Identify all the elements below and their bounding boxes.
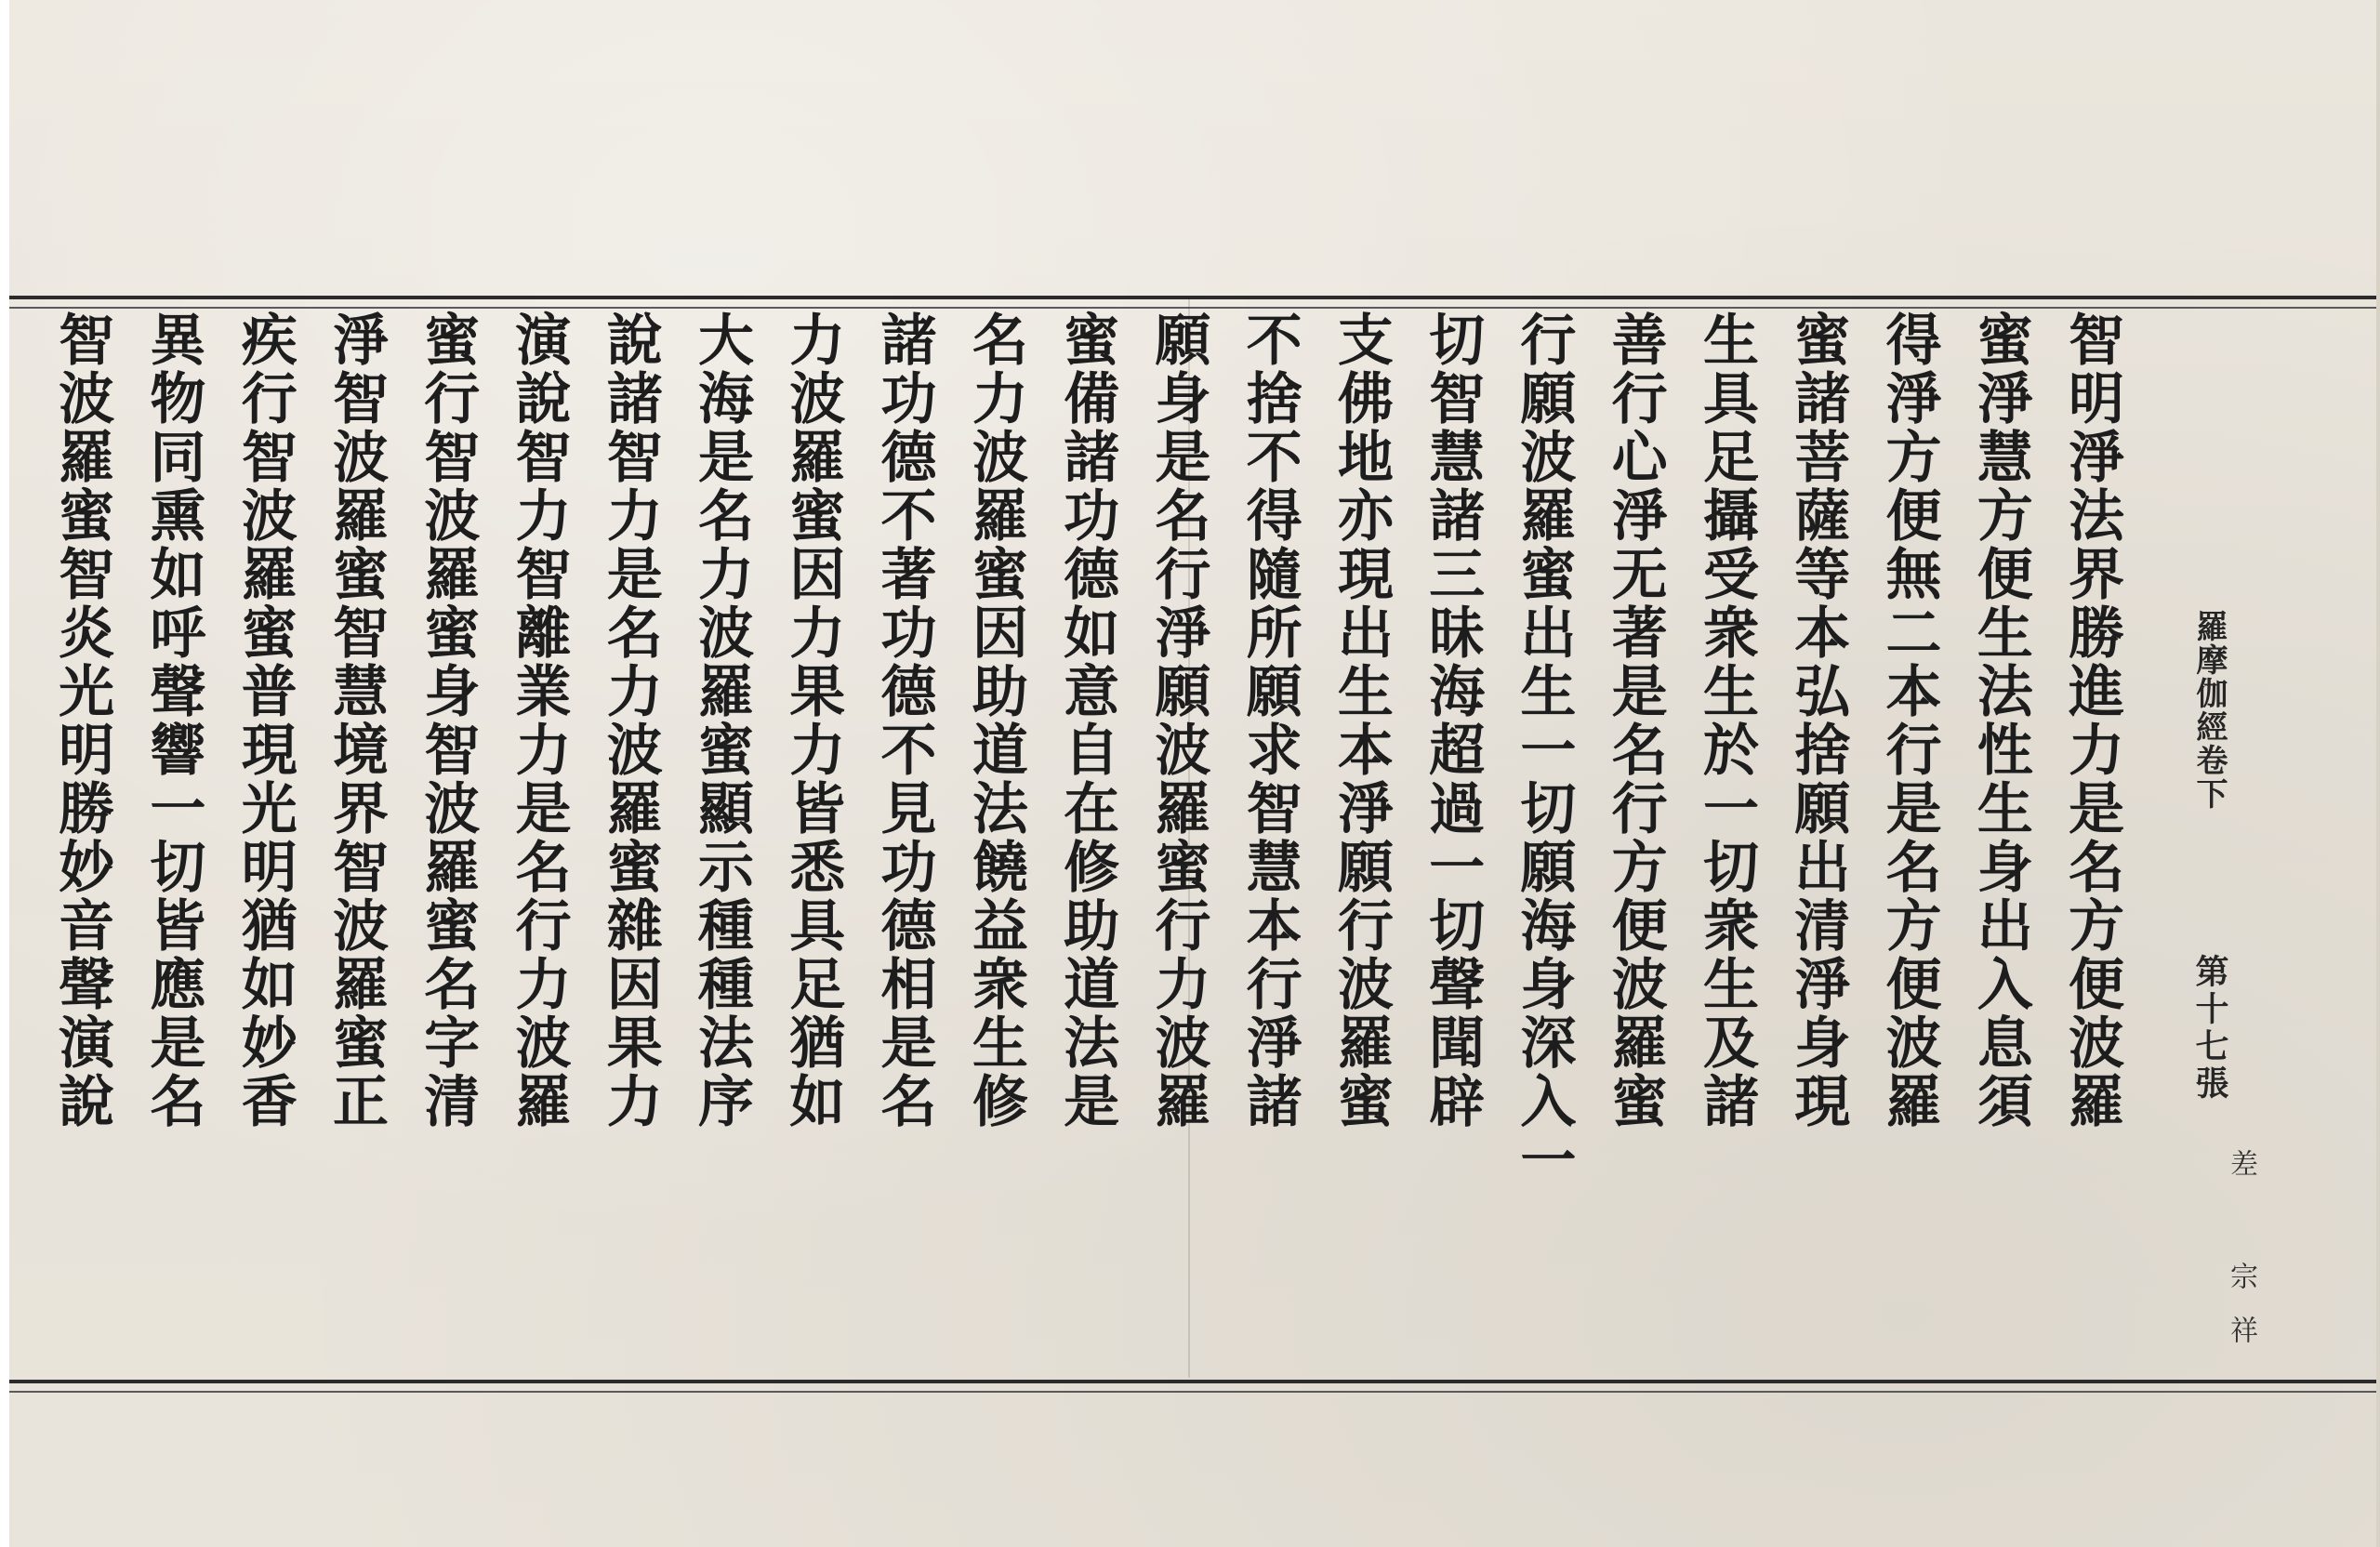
page-number-label: 第十七張 — [2190, 954, 2229, 1103]
text-column-22: 異物同熏如呼聲響一切皆應是名 — [140, 311, 206, 1130]
top-border-rule-inner — [9, 307, 2376, 309]
text-column-17: 說諸智力是名力波羅蜜雜因果力 — [597, 311, 663, 1130]
text-column-6: 善行心淨无著是名行方便波羅蜜 — [1602, 311, 1668, 1130]
text-column-16: 大海是名力波羅蜜顯示種種法序 — [689, 311, 755, 1130]
text-column-8: 切智慧諸三昧海超過一切聲聞辟 — [1420, 311, 1486, 1130]
margin-annotation — [2155, 610, 2257, 1372]
page-left-margin — [0, 0, 9, 1547]
text-column-12: 蜜備諸功德如意自在修助道法是 — [1054, 311, 1120, 1130]
text-column-14: 諸功德不著功德不見功德相是名 — [871, 311, 937, 1130]
text-column-11: 願身是名行淨願波羅蜜行力波羅 — [1145, 311, 1211, 1130]
text-column-19: 蜜行智波羅蜜身智波羅蜜名字清 — [415, 311, 481, 1130]
text-column-2: 蜜淨慧方便生法性生身出入息須 — [1967, 311, 2033, 1130]
top-border-rule — [9, 296, 2376, 299]
text-column-5: 生具足攝受衆生於一切衆生及諸 — [1693, 311, 1759, 1130]
text-column-20: 淨智波羅蜜智慧境界智波羅蜜正 — [323, 311, 389, 1130]
bottom-border-rule-inner — [9, 1391, 2376, 1393]
text-column-23: 智波羅蜜智炎光明勝妙音聲演說 — [49, 311, 115, 1130]
text-column-3: 得淨方便無二本行是名方便波羅 — [1876, 311, 1942, 1130]
text-column-7: 行願波羅蜜出生一切願海身深入一 — [1511, 311, 1577, 1189]
page-right-margin — [2376, 0, 2380, 1547]
text-column-4: 蜜諸菩薩等本弘捨願出清淨身現 — [1785, 311, 1851, 1130]
text-column-21: 疾行智波羅蜜普現光明猶如妙香 — [231, 311, 298, 1130]
vertical-text-block — [41, 311, 2142, 1376]
text-column-1: 智明淨法界勝進力是名方便波羅 — [2059, 311, 2124, 1130]
text-column-9: 支佛地亦現出生本淨願行波羅蜜 — [1328, 311, 1394, 1130]
carver-mark: 差 宗祥 — [2225, 1149, 2257, 1369]
text-column-13: 名力波羅蜜因助道法饒益衆生修 — [962, 311, 1028, 1130]
bottom-border-rule — [9, 1380, 2376, 1383]
text-column-15: 力波羅蜜因力果力皆悉具足猶如 — [780, 311, 846, 1130]
text-column-18: 演說智力智離業力是名行力波羅 — [506, 311, 572, 1130]
text-column-10: 不捨不得隨所願求智慧本行淨諸 — [1236, 311, 1302, 1130]
sutra-title-label: 羅摩伽經卷下 — [2190, 610, 2228, 811]
